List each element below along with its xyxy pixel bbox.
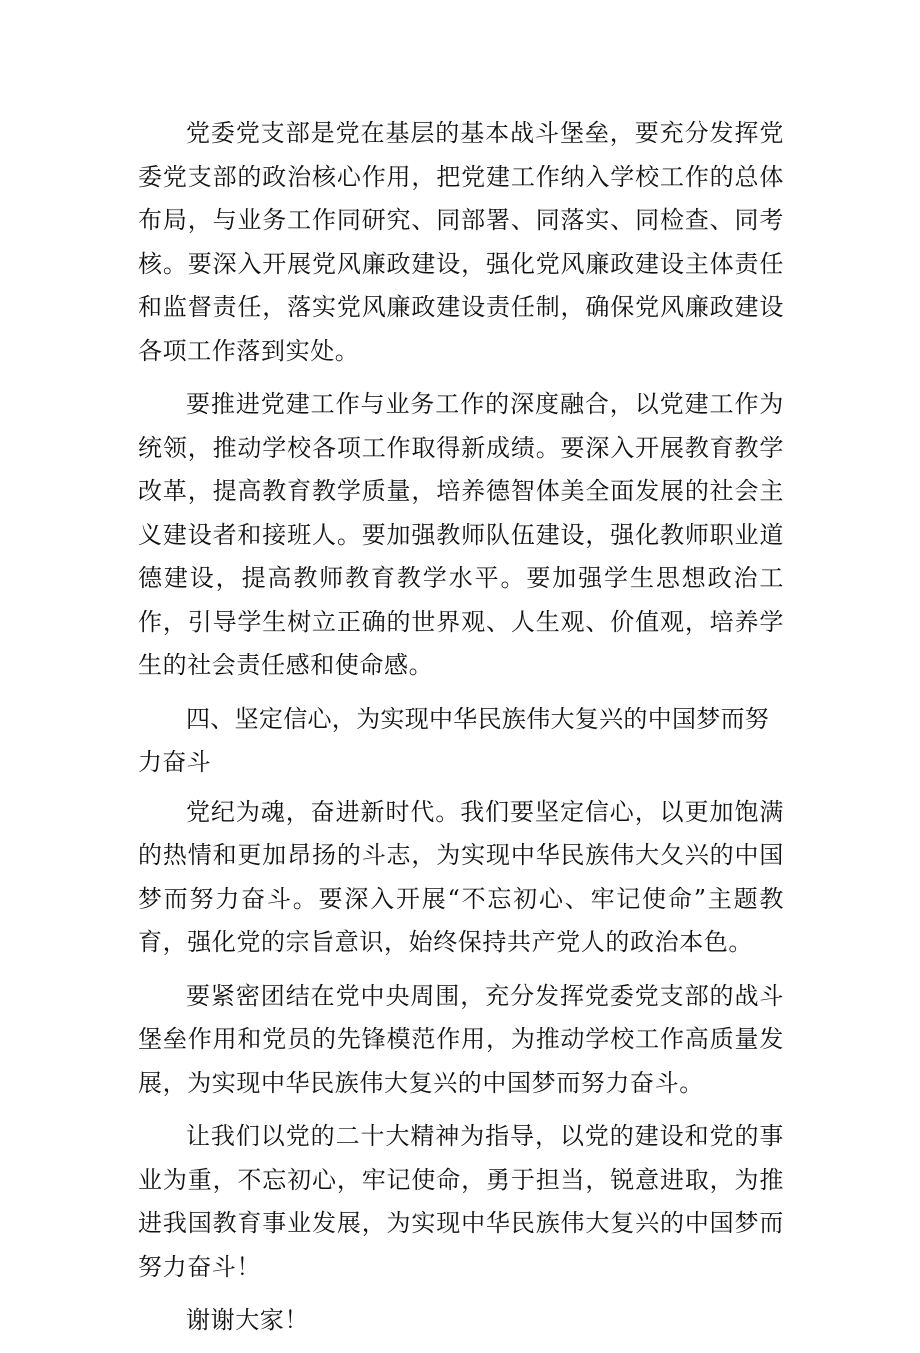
paragraph-party-branch: 党委党支部是党在基层的基本战斗堡垒，要充分发挥党委党支部的政治核心作用，把党建工作纳入学校工作的总体布局，与业务工作同研究、同部署、同落实、同检查、同考核。要深入开展党风廉政建设，强化党风廉政建设主体责任和监督责任，落实党风廉政建设责任制，确保党风廉政建设各项工作落到实处。: [138, 119, 784, 365]
section-heading: 四、坚定信心，为实现中华民族伟大复兴的中国梦而努力奋斗: [138, 704, 770, 776]
paragraph-unity: 要紧密团结在党中央周围，充分发挥党委党支部的战斗堡垒作用和党员的先锋模范作用，为推动学校工作高质量发展，为实现中华民族伟大复兴的中国梦而努力奋斗。: [138, 981, 784, 1097]
paragraph-integration: 要推进党建工作与业务工作的深度融合，以党建工作为统领，推动学校各项工作取得新成绩。要深入开展教育教学改革，提高教育教学质量，培养德智体美全面发展的社会主义建设者和接班人。要加强教师队伍建设，强化教师职业道德建设，提高教师教育教学水平。要加强学生思想政治工作，引导学生树立正确的世界观、人生观、价值观，培养学生的社会责任感和使命感。: [138, 390, 784, 679]
paragraph-thanks: 谢谢大家！: [186, 1306, 309, 1334]
paragraph-confidence: 党纪为魂，奋进新时代。我们要坚定信心，以更加饱满的热情和更加昂扬的斗志，为实现中华民族伟大夂兴的中国梦而努力奋斗。要深入开展“不忘初心、牢记使命”主题教育，强化党的宗旨意识，始终保持共产党人的政治本色。: [138, 797, 784, 956]
document-body: [138, 112, 784, 1353]
paragraph-closing: 让我们以党的二十大精神为指导，以党的建设和党的事业为重，不忘初心，牢记使命，勇于担当，锐意进取，为推进我国教育事业发展，为实现中华民族伟大复兴的中国梦而努力奋斗！: [138, 1122, 784, 1281]
